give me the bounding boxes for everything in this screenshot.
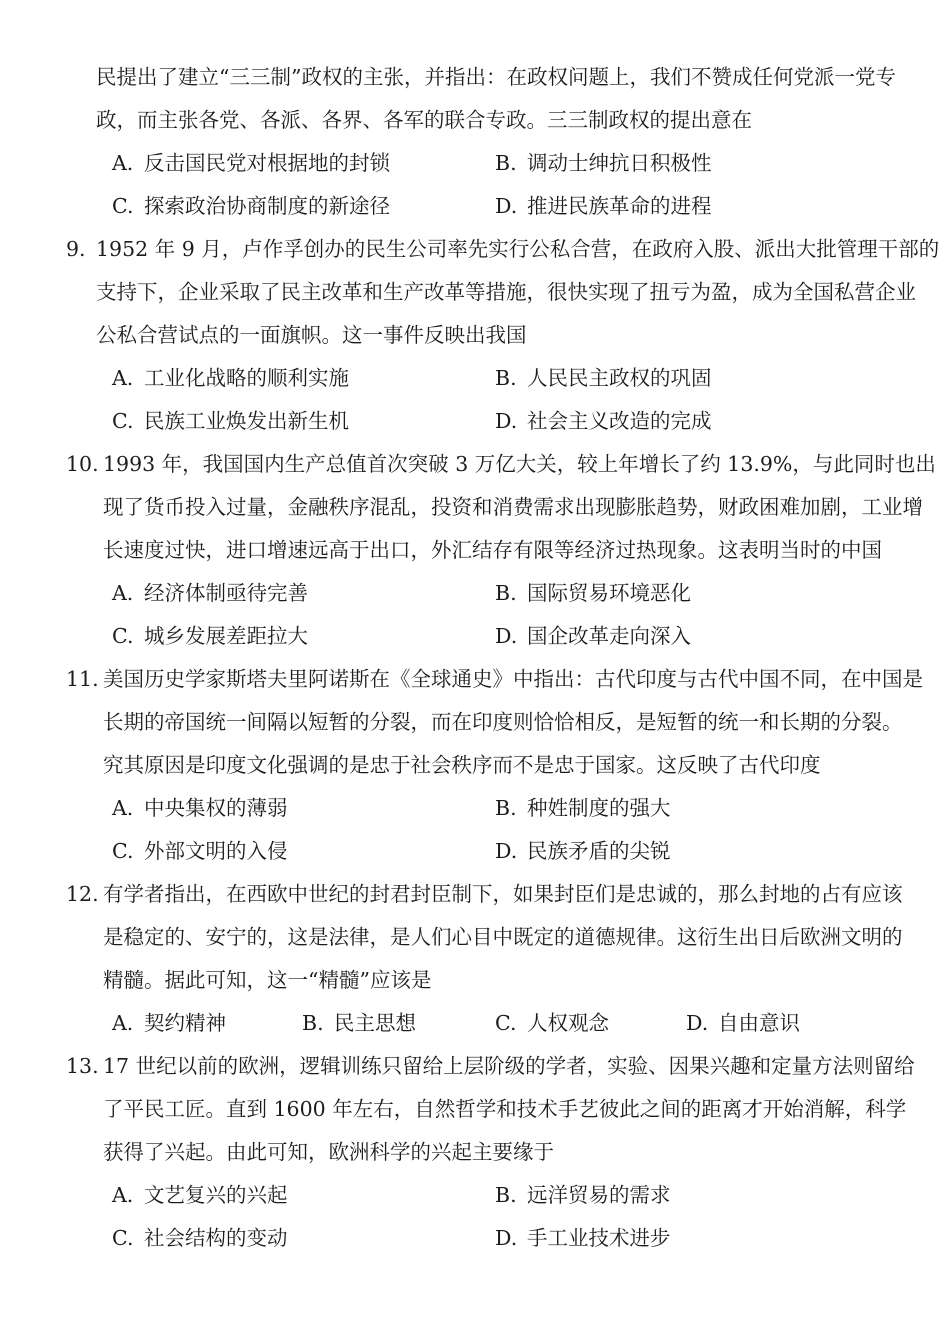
question-12-line-1: 有学者指出，在西欧中世纪的封君封臣制下，如果封臣们是忠诚的，那么封地的占有应该 xyxy=(103,882,903,906)
question-12-option-a: A. 契约精神 xyxy=(112,1011,226,1035)
question-12-option-b: B. 民主思想 xyxy=(302,1011,416,1035)
question-11-option-a: A. 中央集权的薄弱 xyxy=(112,796,288,820)
question-11-option-c: C. 外部文明的入侵 xyxy=(112,839,288,863)
question-10-option-a: A. 经济体制亟待完善 xyxy=(112,581,308,605)
question-13-option-a: A. 文艺复兴的兴起 xyxy=(112,1183,288,1207)
question-9-option-b: B. 人民民主政权的巩固 xyxy=(495,366,712,390)
question-9-option-c: C. 民族工业焕发出新生机 xyxy=(112,409,349,433)
question-10-line-3: 长速度过快，进口增速远高于出口，外汇结存有限等经济过热现象。这表明当时的中国 xyxy=(103,538,882,562)
question-12-option-d: D. 自由意识 xyxy=(686,1011,800,1035)
question-12-option-c: C. 人权观念 xyxy=(495,1011,609,1035)
question-10-option-d: D. 国企改革走向深入 xyxy=(495,624,691,648)
question-11-line-1: 美国历史学家斯塔夫里阿诺斯在《全球通史》中指出：古代印度与古代中国不同，在中国是 xyxy=(103,667,923,691)
question-13-option-b: B. 远洋贸易的需求 xyxy=(495,1183,671,1207)
question-8-option-d: D. 推进民族革命的进程 xyxy=(495,194,712,218)
question-8-line-1: 民提出了建立“三三制”政权的主张，并指出：在政权问题上，我们不赞成任何党派一党专 xyxy=(96,65,896,89)
question-12-number: 12. xyxy=(66,882,99,906)
question-10-option-b: B. 国际贸易环境恶化 xyxy=(495,581,691,605)
question-8-option-b: B. 调动士绅抗日积极性 xyxy=(495,151,712,175)
question-11-number: 11. xyxy=(66,667,99,691)
question-10-number: 10. xyxy=(66,452,99,476)
question-8-option-a: A. 反击国民党对根据地的封锁 xyxy=(112,151,390,175)
question-9-option-a: A. 工业化战略的顺利实施 xyxy=(112,366,349,390)
question-10-option-c: C. 城乡发展差距拉大 xyxy=(112,624,308,648)
question-13-option-c: C. 社会结构的变动 xyxy=(112,1226,288,1250)
question-13-number: 13. xyxy=(66,1054,99,1078)
question-11-line-2: 长期的帝国统一间隔以短暂的分裂，而在印度则恰恰相反，是短暂的统一和长期的分裂。 xyxy=(103,710,903,734)
question-13-line-3: 获得了兴起。由此可知，欧洲科学的兴起主要缘于 xyxy=(103,1140,554,1164)
question-8-line-2: 政，而主张各党、各派、各界、各军的联合专政。三三制政权的提出意在 xyxy=(96,108,752,132)
question-11-option-b: B. 种姓制度的强大 xyxy=(495,796,671,820)
question-9-option-d: D. 社会主义改造的完成 xyxy=(495,409,712,433)
question-11-line-3: 究其原因是印度文化强调的是忠于社会秩序而不是忠于国家。这反映了古代印度 xyxy=(103,753,821,777)
question-11-option-d: D. 民族矛盾的尖锐 xyxy=(495,839,671,863)
question-10-line-1: 1993 年，我国国内生产总值首次突破 3 万亿大关，较上年增长了约 13.9%，与此同时也出 xyxy=(103,452,936,476)
question-13-line-1: 17 世纪以前的欧洲，逻辑训练只留给上层阶级的学者，实验、因果兴趣和定量方法则留给 xyxy=(103,1054,915,1078)
question-9-line-1: 1952 年 9 月，卢作孚创办的民生公司率先实行公私合营，在政府入股、派出大批管理干部的 xyxy=(96,237,940,261)
question-8-option-c: C. 探索政治协商制度的新途径 xyxy=(112,194,390,218)
question-9-line-2: 支持下，企业采取了民主改革和生产改革等措施，很快实现了扭亏为盈，成为全国私营企业 xyxy=(96,280,916,304)
question-10-line-2: 现了货币投入过量，金融秩序混乱，投资和消费需求出现膨胀趋势，财政困难加剧，工业增 xyxy=(103,495,923,519)
question-13-option-d: D. 手工业技术进步 xyxy=(495,1226,671,1250)
question-12-line-3: 精髓。据此可知，这一“精髓”应该是 xyxy=(103,968,432,992)
question-9-number: 9. xyxy=(66,237,86,261)
question-12-line-2: 是稳定的、安宁的，这是法律，是人们心目中既定的道德规律。这衍生出日后欧洲文明的 xyxy=(103,925,903,949)
question-13-line-2: 了平民工匠。直到 1600 年左右，自然哲学和技术手艺彼此之间的距离才开始消解，科学 xyxy=(103,1097,907,1121)
question-9-line-3: 公私合营试点的一面旗帜。这一事件反映出我国 xyxy=(96,323,527,347)
